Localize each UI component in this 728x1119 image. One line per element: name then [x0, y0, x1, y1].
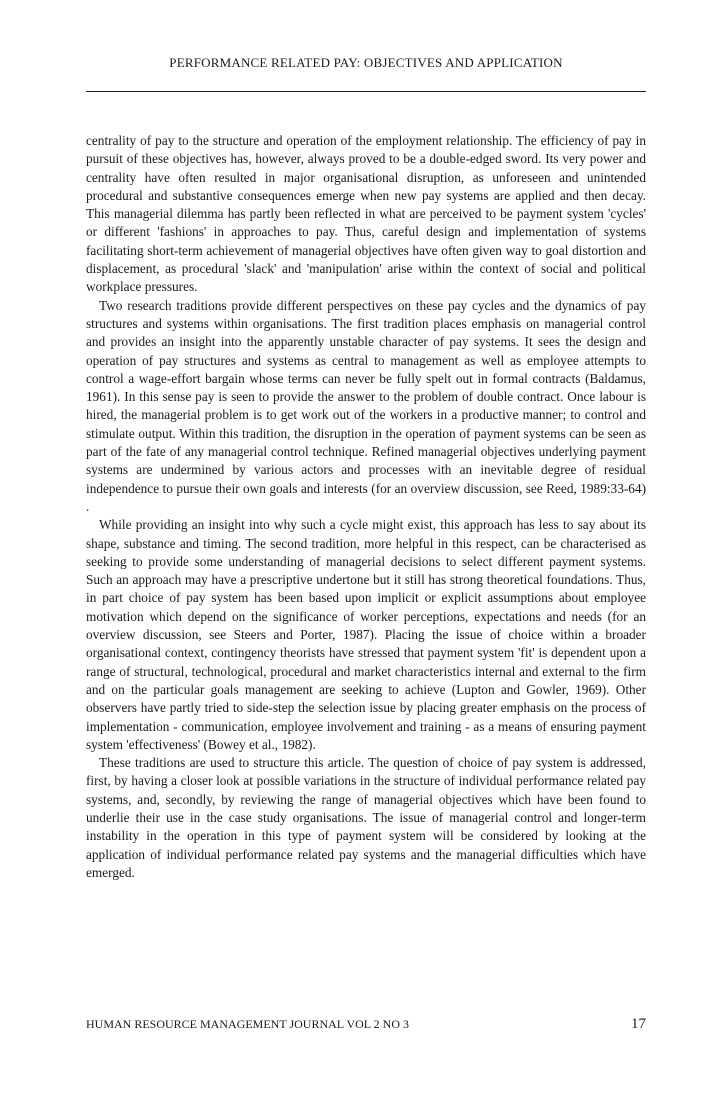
journal-citation: HUMAN RESOURCE MANAGEMENT JOURNAL VOL 2 NO 3: [86, 1017, 410, 1031]
paragraph-continued: centrality of pay to the structure and operation of the employment relationship. The efficiency of pay in pursuit of these objectives has, however, always proved to be a double-edged sword. Its very power and centrality have often resulted in major organisational disruption, as unforeseen and unintended procedural and substantive consequences emerge when new pay systems are applied and then decay. This managerial dilemma has partly been reflected in what are perceived to be payment system 'cycles' or different 'fashions' in approaches to pay. Thus, careful design and implementation of systems facilitating short-term achievement of managerial objectives have often given way to goal distortion and displacement, as procedural 'slack' and 'manipulation' arise within the context of social and political workplace pressures.: [86, 133, 646, 295]
page-number: 17: [631, 1016, 646, 1032]
running-head: PERFORMANCE RELATED PAY: OBJECTIVES AND APPLICATION: [169, 55, 563, 70]
page-footer: [86, 1016, 646, 1033]
article-body: [86, 132, 646, 882]
paragraph-research-traditions: Two research traditions provide different perspectives on these pay cycles and the dynamics of pay structures and systems within organisations. The first tradition places emphasis on managerial control and provides an insight into the apparently unstable character of pay systems. It sees the design and operation of pay structures and systems as central to management as well as employee attempts to control a wage-effort bargain whose terms can never be fully spelt out in formal contracts (Baldamus, 1961). In this sense pay is seen to provide the answer to the problem of double contract. Once labour is hired, the managerial problem is to get work out of the workers in a productive manner; to control and stimulate output. Within this tradition, the disruption in the operation of payment systems can be seen as part of the fate of any managerial control technique. Refined managerial objectives underlying payment systems are undermined by various actors and processes with an inevitable degree of residual independence to pursue their own goals and interests (for an overview discussion, see Reed, 1989:33-64) .: [86, 297, 646, 514]
paragraph-second-tradition: While providing an insight into why such a cycle might exist, this approach has less to say about its shape, substance and timing. The second tradition, more helpful in this respect, can be characterised as seeking to provide some understanding of managerial decisions to select different payment systems. Such an approach may have a prescriptive undertone but it still has strong theoretical foundations. Thus, in part choice of pay system has been based upon implicit or explicit assumptions about employee motivation which depend on the significance of worker perceptions, expectations and needs (for an overview discussion, see Steers and Porter, 1987). Placing the issue of choice within a broader organisational context, contingency theorists have stressed that payment system 'fit' is dependent upon a range of structural, technological, procedural and market characteristics internal and external to the firm and on the particular goals management are seeking to achieve (Lupton and Gowler, 1969). Other observers have partly tried to side-step the selection issue by placing greater emphasis on the process of implementation - communication, employee involvement and training - as a means of ensuring payment system 'effectiveness' (Bowey et al., 1982).: [86, 517, 646, 752]
header-divider: [86, 91, 646, 92]
paragraph-article-structure: These traditions are used to structure this article. The question of choice of pay system is addressed, first, by having a closer look at possible variations in the structure of individual performance related pay systems, and, secondly, by reviewing the range of managerial objectives which have been found to underlie their use in the case study organisations. The issue of managerial control and longer-term instability in the operation in this type of payment system will be considered by looking at the application of individual performance related pay systems and the managerial difficulties which have emerged.: [86, 755, 646, 880]
